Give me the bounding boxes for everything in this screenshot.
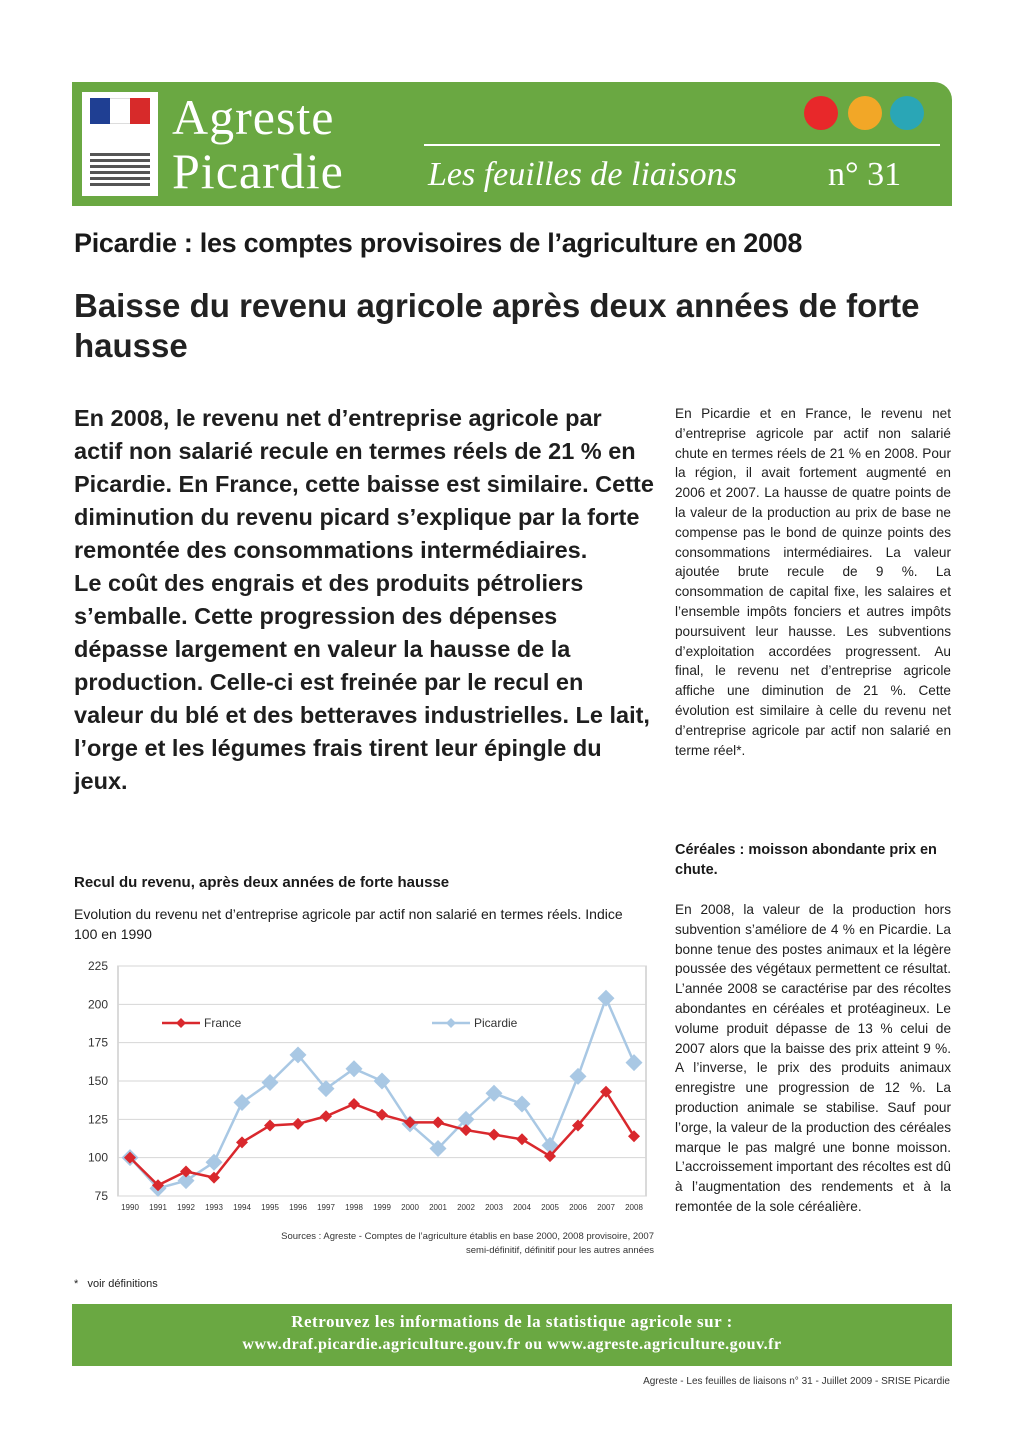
legend-label: Picardie [474, 1016, 518, 1030]
page-subtitle: Picardie : les comptes provisoires de l’agriculture en 2008 [74, 228, 803, 258]
footer-invite: Retrouvez les informations de la statistique agricole sur : [291, 1312, 733, 1331]
teal-dot-icon [890, 96, 924, 130]
body-paragraph-text: En Picardie et en France, le revenu net d’entreprise agricole par actif non salarié chute en termes réels de 21 % en 2008. Pour la région, il avait fortement augmenté en 2006 et 2007. La hausse de quatre points de la valeur de la production au prix de base ne compense pas le bond de quinze points des consommations intermédiaires. La valeur ajoutée brute recule de 9 %. La consommation de capital fixe, les salaires et l’ensemble impôts fonciers et autres impôts poursuivent leur hausse. Les subventions d’exploitation accordées progressent. Au final, le revenu net d’entreprise agricole affiche une diminution de 21 %. Cette évolution est similaire à celle du revenu net d’entreprise agricole par actif non salarié en terme réel*. [675, 406, 951, 758]
data-point-picardie [234, 1094, 251, 1111]
series-line-france [130, 1092, 634, 1186]
legend-swatch-marker [446, 1018, 456, 1028]
x-tick-label: 2000 [401, 1203, 419, 1212]
x-tick-label: 2001 [429, 1203, 447, 1212]
y-tick-label: 225 [87, 959, 108, 973]
series-name: Les feuilles de liaisons [428, 156, 737, 193]
x-tick-label: 1999 [373, 1203, 391, 1212]
x-tick-label: 1993 [205, 1203, 223, 1212]
colophon: Agreste - Les feuilles de liaisons n° 31 - Juillet 2009 - SRISE Picardie [643, 1376, 950, 1387]
lede-paragraph: En 2008, le revenu net d’entreprise agricole par actif non salarié recule en termes réels de 21 % en Picardie. En France, cette baisse est similaire. Cette diminution du revenu picard s’explique par la forte remontée des consommations intermédiaires. [74, 405, 654, 563]
data-point-france [348, 1098, 360, 1110]
footnote: * voir définitions [74, 1278, 158, 1290]
x-tick-label: 2005 [541, 1203, 559, 1212]
y-tick-label: 150 [87, 1074, 108, 1088]
data-point-france [460, 1124, 472, 1136]
legend-swatch-marker [176, 1018, 186, 1028]
x-tick-label: 2007 [597, 1203, 615, 1212]
body-paragraph [675, 404, 951, 760]
brand-region: Picardie [172, 143, 344, 199]
chart-subtitle: Evolution du revenu net d’entreprise agricole par actif non salarié en termes réels. Indice 100 en 1990 [74, 906, 623, 942]
masthead-banner [72, 82, 952, 206]
data-point-france [180, 1165, 192, 1177]
data-point-picardie [570, 1068, 587, 1085]
issue-number: n° 31 [828, 156, 902, 193]
x-tick-label: 1991 [149, 1203, 167, 1212]
data-point-france [320, 1110, 332, 1122]
x-tick-label: 2002 [457, 1203, 475, 1212]
page-headline: Baisse du revenu agricole après deux années de forte hausse [74, 287, 920, 364]
ministry-logo-text-icon [90, 150, 150, 189]
x-tick-label: 2003 [485, 1203, 503, 1212]
banner-divider [424, 144, 940, 146]
footer-banner [72, 1304, 952, 1366]
data-point-france [628, 1130, 640, 1142]
data-point-france [432, 1116, 444, 1128]
legend-label: France [204, 1016, 242, 1030]
x-tick-label: 1996 [289, 1203, 307, 1212]
y-tick-label: 200 [87, 997, 108, 1012]
footer-links[interactable]: www.draf.picardie.agriculture.gouv.fr ou www.agreste.agriculture.gouv.fr [242, 1336, 782, 1353]
chart-sources: Sources : Agreste - Comptes de l’agriculture établis en base 2000, 2008 provisoire, 2007 semi-définitif, définitif pour les autres années [281, 1231, 654, 1256]
revenue-index-chart [74, 956, 664, 1218]
x-tick-label: 1997 [317, 1203, 335, 1212]
lede-text [74, 402, 654, 798]
data-point-picardie [346, 1060, 363, 1077]
x-tick-label: 1998 [345, 1203, 363, 1212]
red-dot-icon [804, 96, 838, 130]
x-tick-label: 1995 [261, 1203, 279, 1212]
y-tick-label: 100 [87, 1150, 108, 1165]
french-flag-icon [90, 98, 150, 124]
footnote-text: voir définitions [87, 1278, 158, 1290]
chart-title: Recul du revenu, après deux années de forte hausse [74, 874, 450, 891]
x-tick-label: 1992 [177, 1203, 195, 1212]
ministry-logo [82, 92, 158, 196]
lede-paragraph: Le coût des engrais et des produits pétroliers s’emballe. Cette progression des dépenses dépasse largement en valeur la hausse de la production. Celle-ci est freinée par le recul en valeur du blé et des betteraves industrielles. Le lait, l’orge et les légumes frais tirent leur épingle du jeux. [74, 570, 650, 794]
data-point-picardie [514, 1096, 531, 1113]
x-tick-label: 2006 [569, 1203, 587, 1212]
data-point-picardie [374, 1073, 391, 1090]
y-tick-label: 175 [87, 1035, 108, 1050]
section-heading: Céréales : moisson abondante prix en chute. [675, 842, 937, 878]
data-point-france [264, 1119, 276, 1131]
data-point-france [516, 1133, 528, 1145]
x-tick-label: 1990 [121, 1203, 139, 1212]
y-tick-label: 75 [94, 1189, 108, 1203]
orange-dot-icon [848, 96, 882, 130]
y-tick-label: 125 [87, 1112, 108, 1127]
data-point-picardie [626, 1054, 643, 1071]
x-tick-label: 1994 [233, 1203, 251, 1212]
brand-title: Agreste [172, 89, 335, 145]
body-paragraph-text: En 2008, la valeur de la production hors subvention s’améliore de 4 % en Picardie. La bonne tenue des postes animaux et la légère poussée des végétaux permettent ce résultat. L’année 2008 se caractérise par des récoltes abondantes en céréales et protéagineux. Le volume produit dépasse de 13 % celui de 2007 alors que la baisse des prix atteint 9 %. A l’inverse, le prix des produits animaux enregistre une progression de 12 %. La production animale se stabilise. Sauf pour l’orge, la valeur de la production des céréales marque le pas malgré une bonne moisson. L’accroissement important des récoltes est dû à l’augmentation des rendements et à la remontée de la sole céréalière. [675, 902, 951, 1214]
body-paragraph [675, 900, 951, 1217]
data-point-france [488, 1129, 500, 1141]
x-tick-label: 2008 [625, 1203, 643, 1212]
x-tick-label: 2004 [513, 1203, 531, 1212]
